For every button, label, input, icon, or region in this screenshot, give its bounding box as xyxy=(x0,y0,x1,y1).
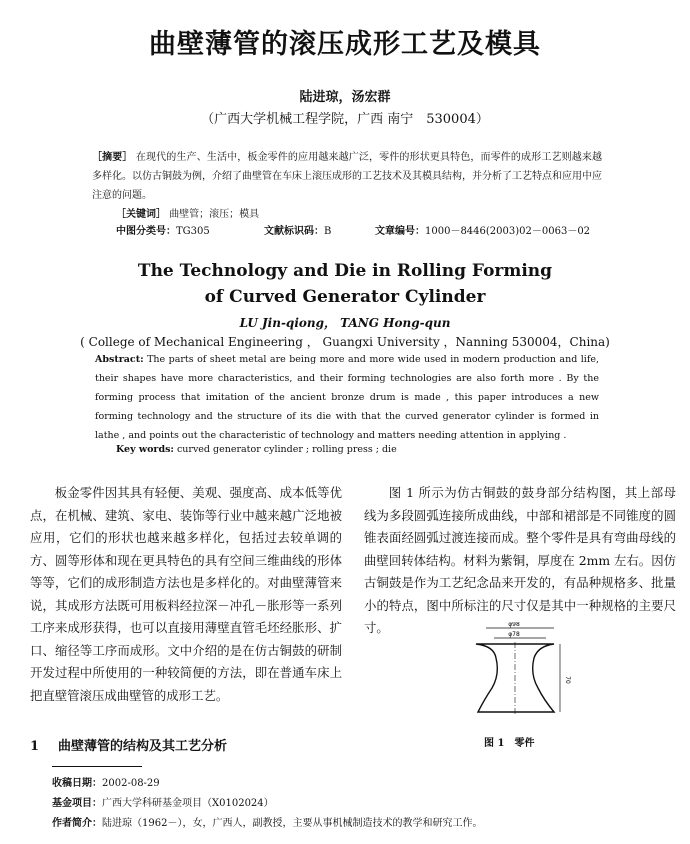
paper-title-en xyxy=(0,258,690,310)
body-paragraph: 图 1 所示为仿古铜鼓的鼓身部分结构图，其上部母线为多段圆弧连接所成曲线，中部和裙部是不同锥度的圆锥表面经圆弧过渡连接而成。整个零件是具有弯曲母线的曲壁回转体结构。材料为紫铜，厚度在 2mm 左右。因仿古铜鼓是作为工艺纪念品来开发的，有品种规格多、批量小的特点，图中所标注的尺寸仅是其中一种规格的主要尺寸。 xyxy=(364,485,676,635)
section-heading xyxy=(30,735,227,754)
clc-value: TG305 xyxy=(176,226,210,237)
footnote-received xyxy=(52,774,160,789)
figure-caption: 图 1 零件 xyxy=(484,738,535,749)
doc-code-field xyxy=(264,222,331,237)
keywords-en-label: Key words: xyxy=(116,444,174,455)
clc-label: 中图分类号： xyxy=(116,226,176,237)
body-column-right xyxy=(364,482,676,640)
footnote-author xyxy=(52,814,482,829)
keywords-cn-text: 曲壁管；滚压；模具 xyxy=(169,209,260,220)
abstract-en-label: Abstract: xyxy=(95,354,144,365)
abstract-cn-label: ［摘要］ xyxy=(92,152,133,163)
received-value: 2002-08-29 xyxy=(102,778,160,789)
authors-en: LU Jin-qiong， TANG Hong-qun xyxy=(239,316,451,330)
abstract-cn xyxy=(92,148,602,205)
article-number-field xyxy=(375,222,590,237)
abstract-cn-text: 在现代的生产、生活中，板金零件的应用越来越广泛，零件的形状更具特色，而零件的成形工艺则越来越多样化。以仿古铜鼓为例，介绍了曲壁管在车床上滚压成形的工艺技术及其模具结构，并分析了工艺特点和应用中应注意的问题。 xyxy=(92,152,603,201)
author-value: 陆进琼（1962－），女，广西人，副教授，主要从事机械制造技术的教学和研究工作。 xyxy=(102,818,483,829)
section-number: 1 xyxy=(30,739,40,754)
affiliation-cn: （广西大学机械工程学院，广西 南宁 530004） xyxy=(201,112,489,127)
footnote-rule xyxy=(52,766,142,767)
keywords-cn xyxy=(116,205,259,220)
fund-label: 基金项目： xyxy=(52,798,102,809)
fund-value: 广西大学科研基金项目（X0102024） xyxy=(102,798,274,809)
body-column-left xyxy=(30,482,342,707)
keywords-en xyxy=(116,444,397,455)
dimension-height: 70 xyxy=(564,676,571,684)
received-label: 收稿日期： xyxy=(52,778,102,789)
doc-code-label: 文献标识码： xyxy=(264,226,324,237)
paper-title-en-line2: of Curved Generator Cylinder xyxy=(204,287,486,307)
article-number-value: 1000－8446(2003)02－0063－02 xyxy=(425,226,591,237)
footnote-fund xyxy=(52,794,274,809)
doc-code-value: B xyxy=(324,226,332,237)
section-title: 曲壁薄管的结构及其工艺分析 xyxy=(58,739,228,754)
clc-field xyxy=(116,222,210,237)
authors-cn: 陆进琼，汤宏群 xyxy=(299,90,391,105)
keywords-en-text: curved generator cylinder ; rolling press ; die xyxy=(173,444,397,455)
abstract-en-text: The parts of sheet metal are being more and more wide used in modern production and life, their shapes have more characteristics, and their forming technologies are also forth more . By the forming process that imitation of the ancient bronze drum is made , this paper introduces a new forming technology and the structure of its die with that the curved generator cylinder is formed in lathe , and points out the characteristic of technology and matters needing attention in applying . xyxy=(95,354,599,441)
dimension-second: φ78 xyxy=(508,631,520,638)
paper-title-cn: 曲壁薄管的滚压成形工艺及模具 xyxy=(149,29,541,60)
author-label: 作者简介： xyxy=(52,818,102,829)
abstract-en xyxy=(95,350,599,445)
keywords-cn-label: ［关键词］ xyxy=(116,209,166,220)
affiliation-en: ( College of Mechanical Engineering ， Guangxi University ，Nanning 530004，China) xyxy=(80,335,610,349)
dimension-top: φ98 xyxy=(508,622,520,628)
paper-title-en-line1: The Technology and Die in Rolling Forming xyxy=(137,261,553,281)
body-paragraph: 板金零件因其具有轻便、美观、强度高、成本低等优点，在机械、建筑、家电、装饰等行业中越来越广泛地被应用，它们的形状也越来越多样化，包括过去较单调的方、圆等形体和现在更具特色的具有空间三维曲线的形体等等，它们的成形制造方法也是多样化的。对曲壁薄管来说，其成形方法既可用板料经拉深－冲孔－胀形等一系列工序来成形获得，也可以直接用薄壁直管毛坯经胀形、扩口、缩径等工序而成形。文中介绍的是在仿古铜鼓的研制开发过程中所使用的一种较简便的方法，即在普通车床上把直壁管滚压成曲壁管的成形工艺。 xyxy=(30,485,342,703)
article-number-label: 文章编号： xyxy=(375,226,425,237)
figure-1-drawing xyxy=(456,622,576,722)
